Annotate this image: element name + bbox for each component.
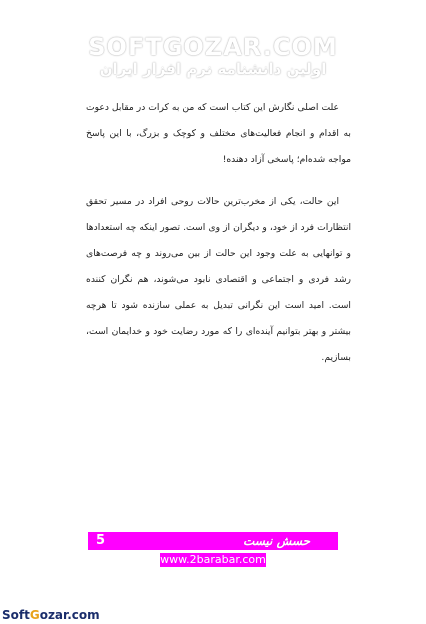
footer-bar bbox=[88, 532, 338, 550]
footer-title: حسش نیست bbox=[242, 534, 310, 548]
softgozar-logo bbox=[2, 608, 100, 622]
paragraph-1: علت اصلی نگارش این کتاب است که من به کرات در مقابل دعوت به اقدام و انجام فعالیت‌های مختلف و کوچک و بزرگ، با این پاسخ مواجه شده‌ام؛ پاسخی آزاد دهنده! bbox=[86, 102, 351, 165]
paragraph-2: این حالت، یکی از مخرب‌ترین حالات روحی افراد در مسیر تحقق انتظارات فرد از خود، و دیگران از وی است. تصور اینکه چه استعدادها و توانهایی به علت وجود این حالت از بین می‌روند و چه فرصت‌های رشد فردی و اجتماعی و اقتصادی نابود می‌شوند، هم نگران کننده است. امید است این نگرانی تبدیل به عملی سازنده شود تا هرچه بیشتر و بهتر بتوانیم آینده‌ای را که مورد رضایت خود و خدایمان است، بسازیم. bbox=[86, 196, 351, 363]
watermark-subtitle: اولین دانشنامه نرم افزار ایران bbox=[99, 60, 327, 78]
logo-part-1: Soft bbox=[2, 608, 30, 622]
logo-part-2: ozar.com bbox=[39, 608, 100, 622]
page-number: 5 bbox=[96, 533, 106, 548]
watermark bbox=[0, 34, 426, 78]
logo-accent: G bbox=[29, 608, 40, 622]
footer-url-link[interactable]: www.2barabar.com bbox=[160, 553, 266, 566]
document-body bbox=[86, 95, 351, 387]
watermark-title: SOFTGOZAR.COM bbox=[88, 33, 338, 61]
